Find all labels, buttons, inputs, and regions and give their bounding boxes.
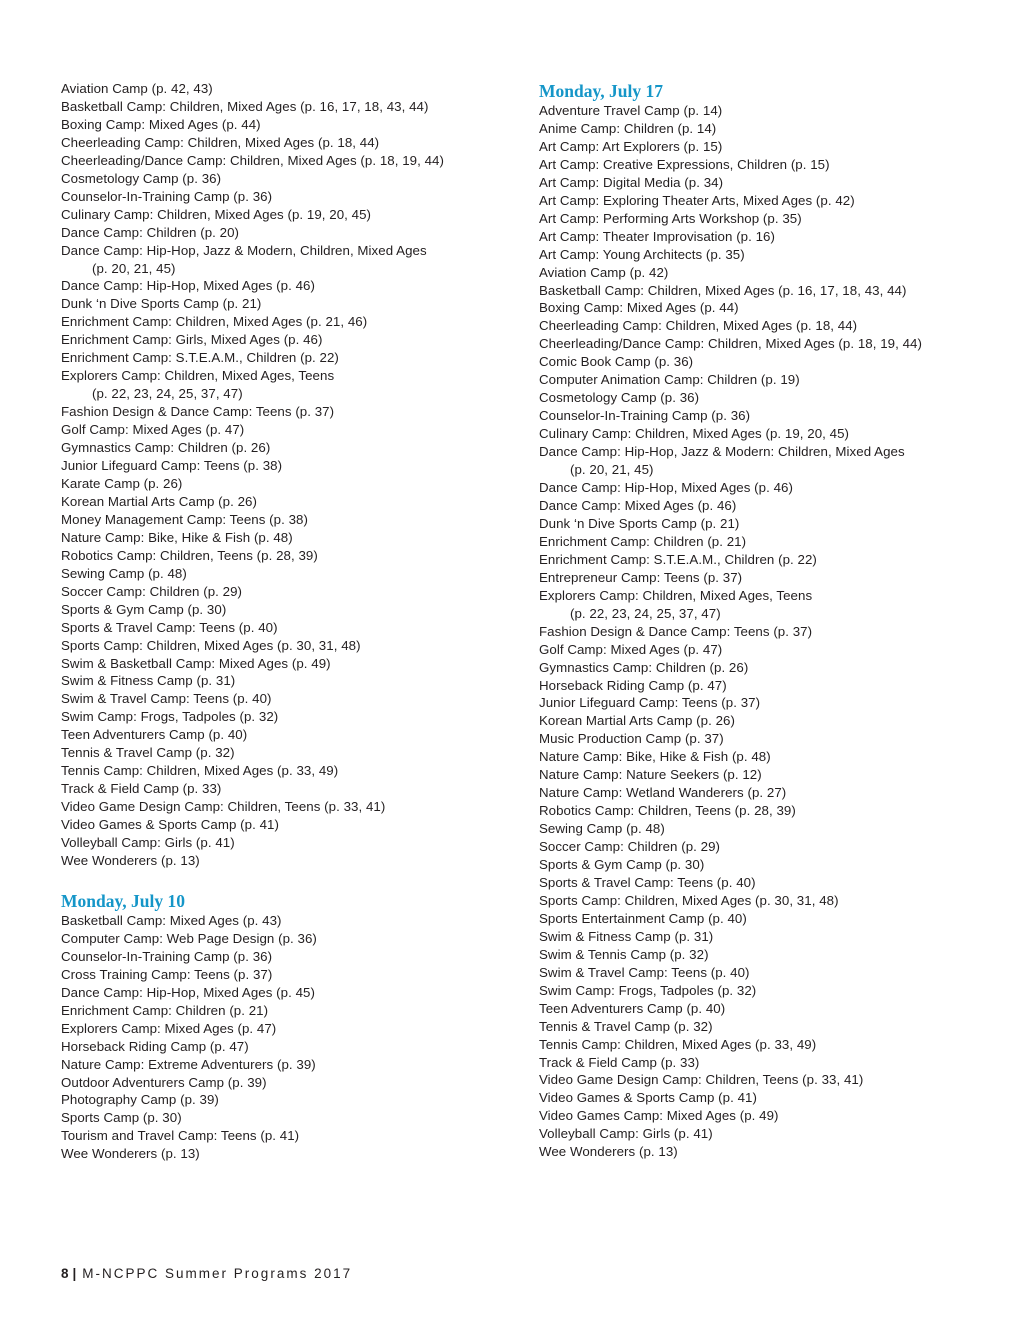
list-item: Enrichment Camp: Girls, Mixed Ages (p. 46) bbox=[61, 332, 323, 348]
footer-separator: | bbox=[72, 1266, 77, 1281]
list-item: Volleyball Camp: Girls (p. 41) bbox=[61, 835, 235, 851]
list-item: Fashion Design & Dance Camp: Teens (p. 37) bbox=[539, 623, 813, 639]
list-item: Dunk ‘n Dive Sports Camp (p. 21) bbox=[539, 515, 740, 531]
list-item: Anime Camp: Children (p. 14) bbox=[539, 120, 717, 136]
section-july-10 bbox=[61, 890, 511, 1163]
list-item: Swim & Fitness Camp (p. 31) bbox=[539, 928, 714, 944]
list-item: Entrepreneur Camp: Teens (p. 37) bbox=[539, 569, 743, 585]
list-item: Sports & Gym Camp (p. 30) bbox=[539, 857, 705, 873]
list-item: Track & Field Camp (p. 33) bbox=[61, 781, 222, 797]
list-item: Sports & Travel Camp: Teens (p. 40) bbox=[539, 874, 756, 890]
list-item: Tennis Camp: Children, Mixed Ages (p. 33, 49) bbox=[61, 763, 339, 779]
list-item: Sports Camp: Children, Mixed Ages (p. 30, 31, 48) bbox=[61, 637, 361, 653]
list-item: Art Camp: Exploring Theater Arts, Mixed Ages (p. 42) bbox=[539, 192, 855, 208]
list-item: Soccer Camp: Children (p. 29) bbox=[61, 583, 243, 599]
list-item: Dance Camp: Children (p. 20) bbox=[61, 224, 240, 240]
list-item: Explorers Camp: Children, Mixed Ages, Teens bbox=[539, 587, 813, 603]
list-item: Culinary Camp: Children, Mixed Ages (p. 19, 20, 45) bbox=[539, 426, 850, 442]
publication-title: M-NCPPC Summer Programs 2017 bbox=[82, 1266, 353, 1281]
list-item: Korean Martial Arts Camp (p. 26) bbox=[61, 493, 257, 509]
list-item: Enrichment Camp: Children, Mixed Ages (p. 21, 46) bbox=[61, 314, 368, 330]
list-item: Swim Camp: Frogs, Tadpoles (p. 32) bbox=[539, 982, 757, 998]
list-item: Teen Adventurers Camp (p. 40) bbox=[61, 727, 248, 743]
list-item: Sports & Gym Camp (p. 30) bbox=[61, 601, 227, 617]
list-item: Sewing Camp (p. 48) bbox=[539, 821, 665, 837]
list-item-continuation: (p. 22, 23, 24, 25, 37, 47) bbox=[570, 605, 721, 621]
list-item: Golf Camp: Mixed Ages (p. 47) bbox=[61, 422, 245, 438]
section-heading-july-10: Monday, July 10 bbox=[61, 890, 185, 911]
intro-list bbox=[61, 80, 511, 870]
list-item: Nature Camp: Bike, Hike & Fish (p. 48) bbox=[539, 749, 771, 765]
list-item: Enrichment Camp: S.T.E.A.M., Children (p. 22) bbox=[539, 551, 817, 567]
page-footer bbox=[61, 1266, 352, 1281]
list-item: Art Camp: Theater Improvisation (p. 16) bbox=[539, 228, 775, 244]
list-item: Enrichment Camp: Children (p. 21) bbox=[539, 533, 747, 549]
list-item: Wee Wonderers (p. 13) bbox=[61, 852, 200, 868]
july-10-list bbox=[61, 912, 511, 1163]
list-item: Explorers Camp: Children, Mixed Ages, Teens bbox=[61, 368, 335, 384]
list-item-continuation: (p. 20, 21, 45) bbox=[570, 462, 654, 478]
left-column bbox=[61, 80, 511, 1163]
list-item: Cheerleading/Dance Camp: Children, Mixed Ages (p. 18, 19, 44) bbox=[61, 152, 444, 168]
list-item: Comic Book Camp (p. 36) bbox=[539, 354, 694, 370]
list-item: Cheerleading Camp: Children, Mixed Ages (p. 18, 44) bbox=[539, 318, 858, 334]
list-item: Outdoor Adventurers Camp (p. 39) bbox=[61, 1074, 267, 1090]
list-item: Volleyball Camp: Girls (p. 41) bbox=[539, 1126, 713, 1142]
list-item: Culinary Camp: Children, Mixed Ages (p. 19, 20, 45) bbox=[61, 206, 372, 222]
list-item: Gymnastics Camp: Children (p. 26) bbox=[539, 659, 749, 675]
list-item: Counselor-In-Training Camp (p. 36) bbox=[61, 948, 273, 964]
list-item: Horseback Riding Camp (p. 47) bbox=[539, 677, 727, 693]
list-item: Junior Lifeguard Camp: Teens (p. 37) bbox=[539, 695, 761, 711]
list-item: Art Camp: Performing Arts Workshop (p. 35) bbox=[539, 210, 802, 226]
list-item: Gymnastics Camp: Children (p. 26) bbox=[61, 440, 271, 456]
list-item: Dance Camp: Hip-Hop, Mixed Ages (p. 46) bbox=[539, 480, 793, 496]
list-item: Korean Martial Arts Camp (p. 26) bbox=[539, 713, 735, 729]
july-17-list bbox=[539, 102, 989, 1161]
list-item-continuation: (p. 20, 21, 45) bbox=[92, 260, 176, 276]
list-item: Dance Camp: Hip-Hop, Jazz & Modern, Children, Mixed Ages bbox=[61, 242, 427, 258]
list-item: Aviation Camp (p. 42, 43) bbox=[61, 81, 213, 96]
list-item: Basketball Camp: Children, Mixed Ages (p. 16, 17, 18, 43, 44) bbox=[61, 98, 429, 114]
list-item: Wee Wonderers (p. 13) bbox=[539, 1144, 678, 1160]
list-item: Tennis Camp: Children, Mixed Ages (p. 33, 49) bbox=[539, 1036, 817, 1052]
list-item: Video Games & Sports Camp (p. 41) bbox=[539, 1090, 757, 1106]
list-item: Horseback Riding Camp (p. 47) bbox=[61, 1038, 249, 1054]
list-item: Dance Camp: Hip-Hop, Mixed Ages (p. 46) bbox=[61, 278, 315, 294]
list-item: Art Camp: Creative Expressions, Children (p. 15) bbox=[539, 156, 830, 172]
list-item: Junior Lifeguard Camp: Teens (p. 38) bbox=[61, 458, 283, 474]
list-item: Robotics Camp: Children, Teens (p. 28, 39) bbox=[61, 547, 318, 563]
list-item: Sports Camp: Children, Mixed Ages (p. 30, 31, 48) bbox=[539, 892, 839, 908]
list-item: Cheerleading/Dance Camp: Children, Mixed Ages (p. 18, 19, 44) bbox=[539, 336, 922, 352]
list-item: Video Game Design Camp: Children, Teens (p. 33, 41) bbox=[539, 1072, 864, 1088]
list-item: Tennis & Travel Camp (p. 32) bbox=[539, 1018, 713, 1034]
list-item: Art Camp: Young Architects (p. 35) bbox=[539, 246, 745, 262]
list-item: Money Management Camp: Teens (p. 38) bbox=[61, 511, 308, 527]
list-item: Nature Camp: Nature Seekers (p. 12) bbox=[539, 767, 762, 783]
list-item: Nature Camp: Bike, Hike & Fish (p. 48) bbox=[61, 529, 293, 545]
list-item: Video Game Design Camp: Children, Teens (p. 33, 41) bbox=[61, 799, 386, 815]
list-item: Karate Camp (p. 26) bbox=[61, 475, 183, 491]
list-item: Photography Camp (p. 39) bbox=[61, 1092, 219, 1108]
list-item: Boxing Camp: Mixed Ages (p. 44) bbox=[61, 116, 261, 132]
list-item-continuation: (p. 22, 23, 24, 25, 37, 47) bbox=[92, 386, 243, 402]
list-item: Cheerleading Camp: Children, Mixed Ages (p. 18, 44) bbox=[61, 134, 380, 150]
list-item: Enrichment Camp: S.T.E.A.M., Children (p. 22) bbox=[61, 350, 339, 366]
list-item: Computer Animation Camp: Children (p. 19) bbox=[539, 372, 800, 388]
list-item: Soccer Camp: Children (p. 29) bbox=[539, 839, 721, 855]
list-item: Dance Camp: Mixed Ages (p. 46) bbox=[539, 497, 737, 513]
list-item: Cosmetology Camp (p. 36) bbox=[539, 390, 700, 406]
list-item: Video Games & Sports Camp (p. 41) bbox=[61, 817, 279, 833]
list-item: Enrichment Camp: Children (p. 21) bbox=[61, 1002, 269, 1018]
list-item: Dance Camp: Hip-Hop, Jazz & Modern: Children, Mixed Ages bbox=[539, 444, 905, 460]
list-item: Sports & Travel Camp: Teens (p. 40) bbox=[61, 619, 278, 635]
list-item: Nature Camp: Wetland Wanderers (p. 27) bbox=[539, 785, 787, 801]
list-item: Tourism and Travel Camp: Teens (p. 41) bbox=[61, 1128, 300, 1144]
section-heading-july-17: Monday, July 17 bbox=[539, 81, 663, 101]
list-item: Art Camp: Digital Media (p. 34) bbox=[539, 174, 724, 190]
list-item: Basketball Camp: Mixed Ages (p. 43) bbox=[61, 912, 282, 928]
list-item: Explorers Camp: Mixed Ages (p. 47) bbox=[61, 1020, 277, 1036]
list-item: Art Camp: Art Explorers (p. 15) bbox=[539, 138, 723, 154]
list-item: Track & Field Camp (p. 33) bbox=[539, 1054, 700, 1070]
list-item: Tennis & Travel Camp (p. 32) bbox=[61, 745, 235, 761]
list-item: Dunk ‘n Dive Sports Camp (p. 21) bbox=[61, 296, 262, 312]
list-item: Sports Camp (p. 30) bbox=[61, 1110, 182, 1126]
list-item: Swim & Travel Camp: Teens (p. 40) bbox=[61, 691, 272, 707]
list-item: Boxing Camp: Mixed Ages (p. 44) bbox=[539, 300, 739, 316]
list-item: Basketball Camp: Children, Mixed Ages (p. 16, 17, 18, 43, 44) bbox=[539, 282, 907, 298]
list-item: Swim Camp: Frogs, Tadpoles (p. 32) bbox=[61, 709, 279, 725]
list-item: Golf Camp: Mixed Ages (p. 47) bbox=[539, 641, 723, 657]
list-item: Dance Camp: Hip-Hop, Mixed Ages (p. 45) bbox=[61, 984, 315, 1000]
list-item: Robotics Camp: Children, Teens (p. 28, 39) bbox=[539, 803, 796, 819]
list-item: Cross Training Camp: Teens (p. 37) bbox=[61, 966, 273, 982]
section-july-17 bbox=[539, 80, 989, 1161]
list-item: Sports Entertainment Camp (p. 40) bbox=[539, 910, 747, 926]
list-item: Counselor-In-Training Camp (p. 36) bbox=[539, 408, 751, 424]
list-item: Computer Camp: Web Page Design (p. 36) bbox=[61, 930, 317, 946]
list-item: Video Games Camp: Mixed Ages (p. 49) bbox=[539, 1108, 779, 1124]
list-item: Swim & Tennis Camp (p. 32) bbox=[539, 946, 709, 962]
list-item: Music Production Camp (p. 37) bbox=[539, 731, 724, 747]
list-item: Adventure Travel Camp (p. 14) bbox=[539, 103, 723, 118]
page-number: 8 bbox=[61, 1266, 69, 1281]
list-item: Cosmetology Camp (p. 36) bbox=[61, 170, 222, 186]
right-column bbox=[539, 80, 989, 1161]
list-item: Fashion Design & Dance Camp: Teens (p. 37) bbox=[61, 404, 335, 420]
list-item: Teen Adventurers Camp (p. 40) bbox=[539, 1000, 726, 1016]
list-item: Swim & Basketball Camp: Mixed Ages (p. 49) bbox=[61, 655, 331, 671]
list-item: Aviation Camp (p. 42) bbox=[539, 264, 669, 280]
list-item: Counselor-In-Training Camp (p. 36) bbox=[61, 188, 273, 204]
list-item: Swim & Fitness Camp (p. 31) bbox=[61, 673, 236, 689]
list-item: Sewing Camp (p. 48) bbox=[61, 565, 187, 581]
list-item: Swim & Travel Camp: Teens (p. 40) bbox=[539, 964, 750, 980]
list-item: Nature Camp: Extreme Adventurers (p. 39) bbox=[61, 1056, 316, 1072]
list-item: Wee Wonderers (p. 13) bbox=[61, 1146, 200, 1162]
